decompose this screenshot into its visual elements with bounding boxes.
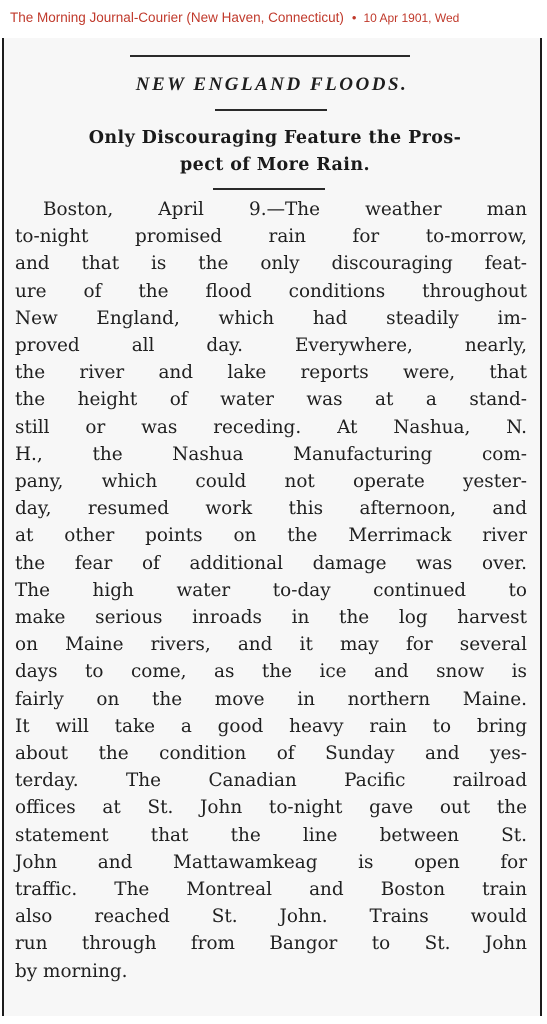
article-line: New England, which had steadily im- xyxy=(15,307,527,329)
article-line: also reached St. John. Trains would xyxy=(15,906,527,928)
article-line: proved all day. Everywhere, nearly, xyxy=(15,335,527,357)
subheadline-line: pect of More Rain. xyxy=(180,155,370,175)
article-line: run through from Bangor to St. John xyxy=(15,933,527,955)
article-line: still or was receding. At Nashua, N. xyxy=(15,416,527,438)
article-line: offices at St. John to-night gave out the xyxy=(15,797,527,819)
source-caption xyxy=(0,0,547,36)
article-line: The high water to-day continued to xyxy=(15,579,527,601)
article-line: terday. The Canadian Pacific railroad xyxy=(15,770,527,792)
article-line: the height of water was at a stand- xyxy=(15,389,527,411)
article-line: John and Mattawamkeag is open for xyxy=(15,851,527,873)
article-line: the fear of additional damage was over. xyxy=(15,552,527,574)
article-line: by morning. xyxy=(15,960,128,982)
bullet-separator: • xyxy=(351,10,357,25)
headline: NEW ENGLAND FLOODS. xyxy=(135,74,409,95)
newspaper-clipping xyxy=(2,38,542,1016)
article-line: on Maine rivers, and it may for several xyxy=(15,634,527,656)
article-line: ure of the flood conditions throughout xyxy=(15,280,527,302)
article-body xyxy=(15,196,527,985)
article-line: the river and lake reports were, that xyxy=(15,362,527,384)
article-line: It will take a good heavy rain to bring xyxy=(15,715,527,737)
article-line: days to come, as the ice and snow is xyxy=(15,661,527,683)
article-line: pany, which could not operate yester- xyxy=(15,471,527,493)
article-line: traffic. The Montreal and Boston train xyxy=(15,879,527,901)
headline-rule xyxy=(215,109,327,111)
subheadline-line: Only Discouraging Feature the Pros- xyxy=(88,128,462,148)
article-line: fairly on the move in northern Maine. xyxy=(15,688,527,710)
article-line: make serious inroads in the log harvest xyxy=(15,607,527,629)
article-line: to-night promised rain for to-morrow, xyxy=(15,226,527,248)
article-line: about the condition of Sunday and yes- xyxy=(15,743,527,765)
subheadline-rule xyxy=(213,188,325,190)
article-line: and that is the only discouraging feat- xyxy=(15,253,527,275)
article-line: at other points on the Merrimack river xyxy=(15,525,527,547)
article-line: Boston, April 9.—The weather man xyxy=(43,199,527,220)
publication-date: 10 Apr 1901, Wed xyxy=(363,11,460,25)
subheadline xyxy=(20,125,530,179)
top-rule xyxy=(130,55,410,57)
article-line: statement that the line between St. xyxy=(15,824,527,846)
article-line: day, resumed work this afternoon, and xyxy=(15,498,527,520)
article-line: H., the Nashua Manufacturing com- xyxy=(15,443,527,465)
publication-name: The Morning Journal-Courier (New Haven, Connecticut) xyxy=(10,10,344,25)
